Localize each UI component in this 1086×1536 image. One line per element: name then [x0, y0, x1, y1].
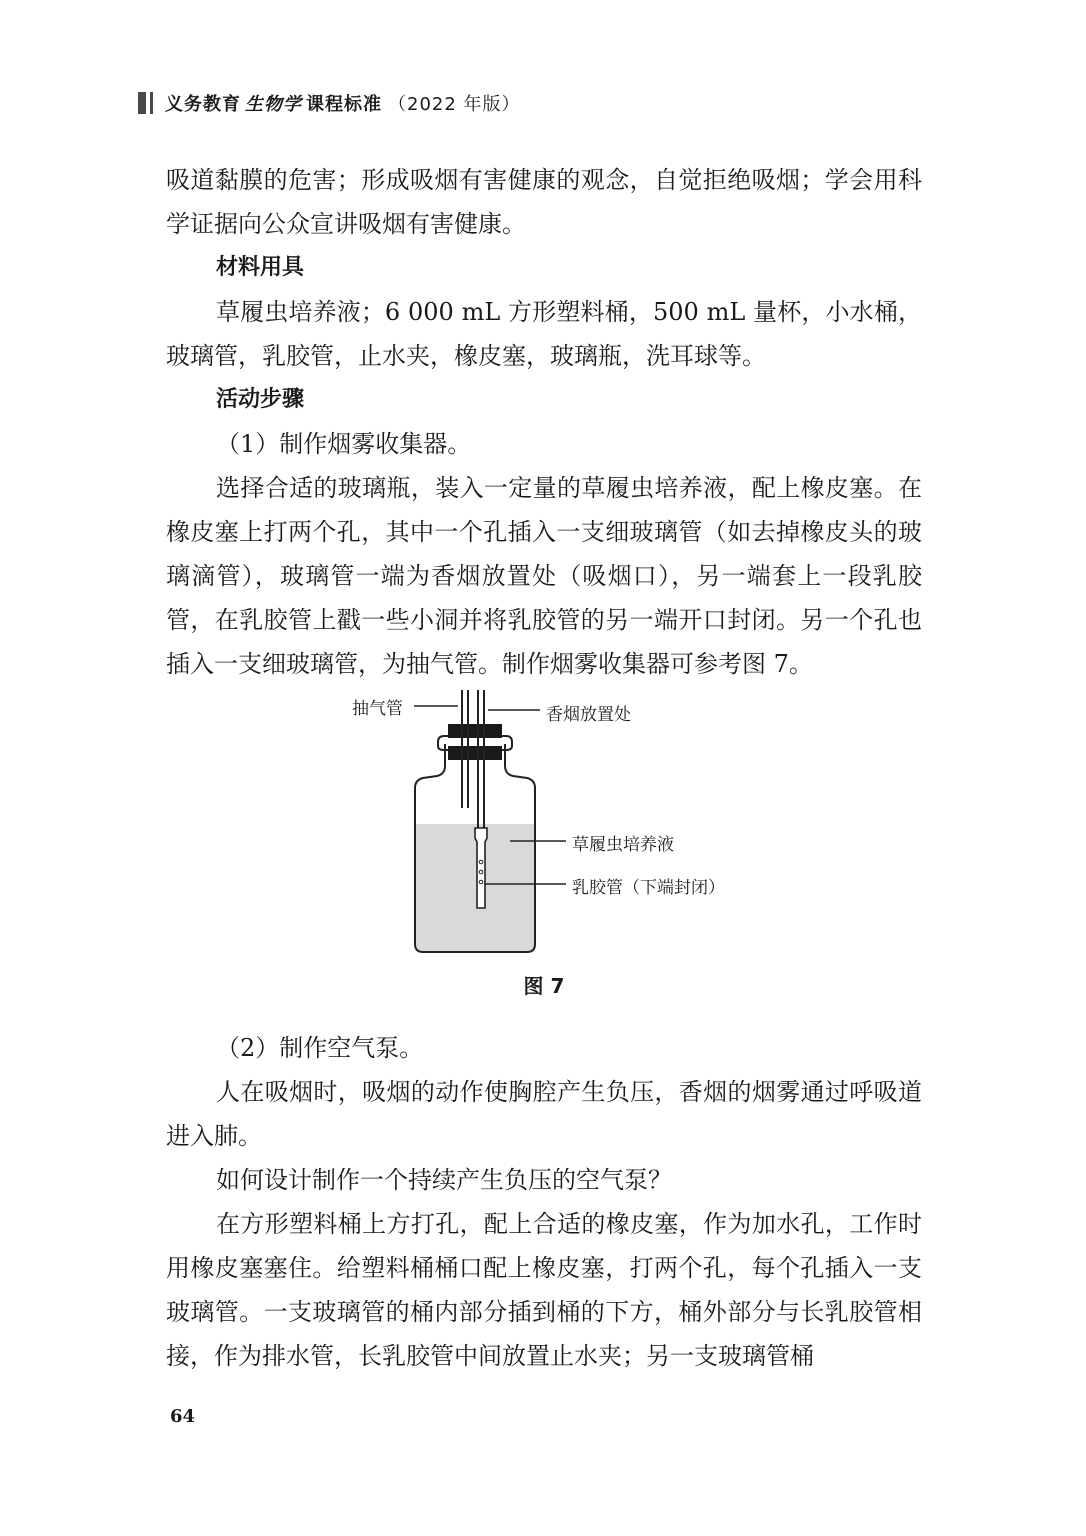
- paragraph-3: （1）制作烟雾收集器。: [216, 430, 472, 458]
- paragraph-7: 如何设计制作一个持续产生负压的空气泵？: [216, 1166, 672, 1194]
- figure-smoke-collector: [166, 686, 922, 1026]
- latex-tube: [475, 828, 487, 908]
- label-culture-liquid: 草履虫培养液: [572, 835, 674, 855]
- paragraph-5: （2）制作空气泵。: [216, 1034, 424, 1062]
- paragraph-2: 草履虫培养液；6 000 mL 方形塑料桶，500 mL 量杯，小水桶，玻璃管，乳胶管，止水夹，橡皮塞，玻璃瓶，洗耳球等。: [166, 298, 922, 370]
- header-part4: （2022 年版）: [388, 94, 521, 115]
- smoke-collector-diagram: [166, 686, 922, 986]
- paragraph-4: 选择合适的玻璃瓶，装入一定量的草履虫培养液，配上橡皮塞。在橡皮塞上打两个孔，其中一个孔插入一支细玻璃管（如去掉橡皮头的玻璃滴管），玻璃管一端为香烟放置处（吸烟口），另一端套上一段乳胶管，在乳胶管上戳一些小洞并将乳胶管的另一端开口封闭。另一个孔也插入一支细玻璃管，为抽气管。制作烟雾收集器可参考图 7。: [166, 474, 922, 678]
- paragraph-8: 在方形塑料桶上方打孔，配上合适的橡皮塞，作为加水孔，工作时用橡皮塞塞住。给塑料桶桶口配上橡皮塞，打两个孔，每个孔插入一支玻璃管。一支玻璃管的桶内部分插到桶的下方，桶外部分与长乳胶管相接，作为排水管，长乳胶管中间放置止水夹；另一支玻璃管桶: [166, 1210, 922, 1370]
- header-part1: 义务教育: [165, 94, 241, 115]
- header-title: [165, 90, 521, 116]
- paragraph-6: 人在吸烟时，吸烟的动作使胸腔产生负压，香烟的烟雾通过呼吸道进入肺。: [166, 1078, 922, 1150]
- rubber-stopper: [448, 724, 502, 738]
- figure-caption: 图 7: [523, 974, 565, 998]
- header-part3: 课程标准: [306, 94, 382, 115]
- running-header: [138, 90, 521, 116]
- page-number: 64: [170, 1406, 196, 1427]
- label-cigarette-holder: 香烟放置处: [546, 705, 631, 725]
- heading-steps: 活动步骤: [216, 387, 305, 412]
- page-body: [166, 158, 922, 1378]
- paragraph-1: 吸道黏膜的危害；形成吸烟有害健康的观念，自觉拒绝吸烟；学会用科学证据向公众宣讲吸烟有害健康。: [166, 166, 922, 238]
- heading-materials: 材料用具: [216, 255, 305, 280]
- label-latex-tube: 乳胶管（下端封闭）: [572, 878, 725, 898]
- culture-liquid: [415, 824, 535, 952]
- header-bar-icon: [138, 92, 153, 114]
- header-part2: 生物学: [245, 94, 302, 115]
- label-air-tube: 抽气管: [352, 699, 403, 719]
